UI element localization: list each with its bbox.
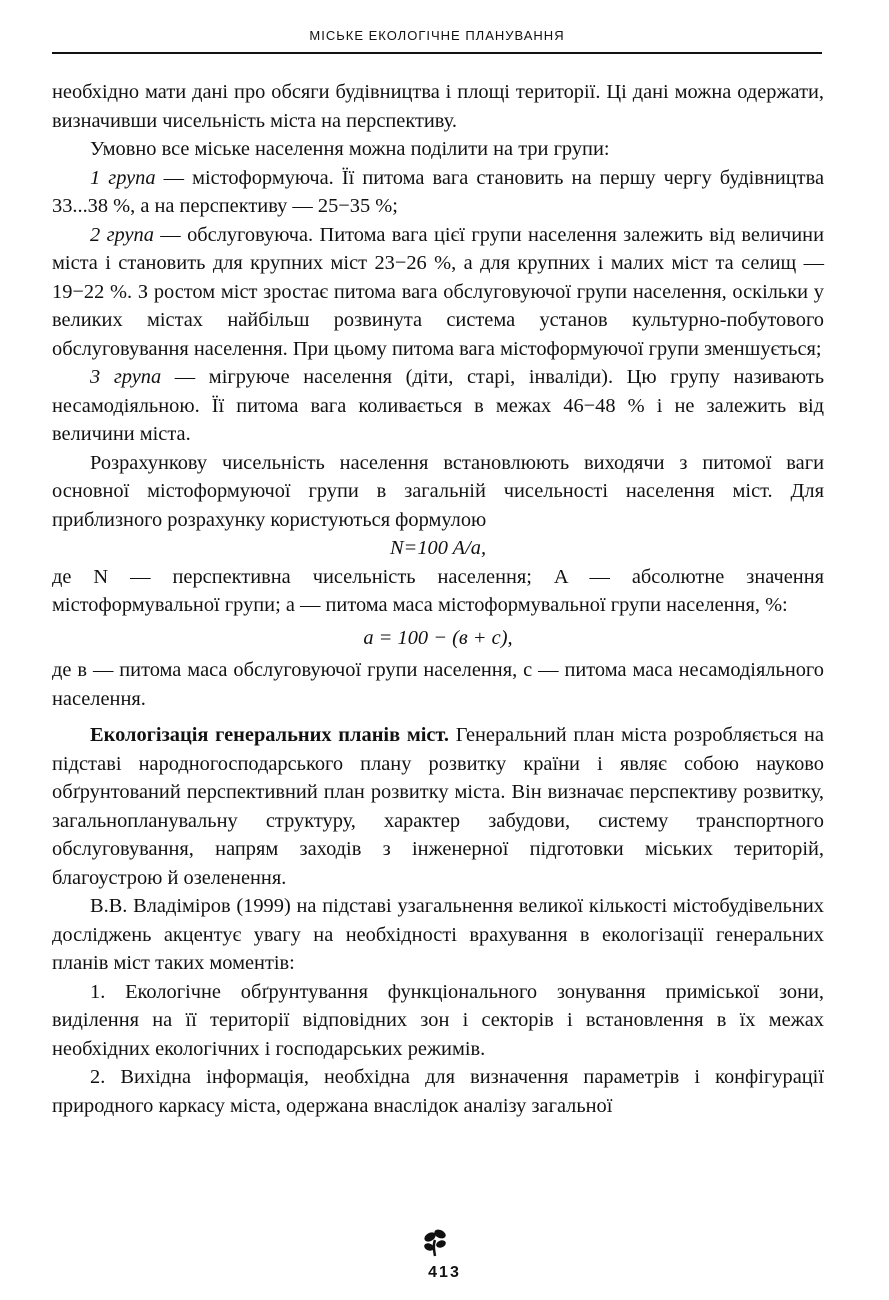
formula-population: N=100 A/a, xyxy=(389,537,487,559)
group-1-term: 1 група xyxy=(90,166,156,189)
running-header xyxy=(52,22,822,54)
running-title: МІСЬКЕ ЕКОЛОГІЧНЕ ПЛАНУВАННЯ xyxy=(309,28,565,43)
group-2-text: — обслуговуюча. Питома вага цієї групи населення залежить від величини міста і становить для крупних міст 23−26 %, а для крупних і малих міст та селищ — 19−22 %. З ростом міст зростає питома вага обслуговуючої групи населення, оскільки у великих містах найбільш розвинута система установ культурно-побутового обслуговування населення. При цьому питома вага містоформуючої групи зменшується; xyxy=(52,223,824,360)
general-plans-text: Генеральний план міста розробляється на підставі народногосподарського плану розвитку країни і являє собою науково обґрунтований перспективний план розвитку міста. Він визначає перспективу розвитку, загальнопланувальну структуру, характер забудови, систему транспортного обслуговування, напрям заходів з інженерної підготовки міських територій, благоустрою й озеленення. xyxy=(52,724,824,889)
page-body xyxy=(52,78,824,1120)
paragraph-groups-intro: Умовно все міське населення можна поділити на три групи: xyxy=(90,138,610,160)
paragraph-group-3 xyxy=(52,363,824,449)
paragraph-formula2-legend: де в — питома маса обслуговуючої групи населення, c — питома маса несамодіяльного населення. xyxy=(52,659,824,710)
group-2-term: 2 група xyxy=(90,223,154,246)
paragraph-vladimirov: В.В. Владіміров (1999) на підставі узагальнення великої кількості містобудівельних досліджень акцентує увагу на необхідності врахування в екологізації генеральних планів міст таких моментів: xyxy=(52,895,824,974)
page-number: 413 xyxy=(428,1264,461,1281)
paragraph-group-2 xyxy=(52,221,824,364)
leaf-ornament-icon xyxy=(422,1228,448,1258)
list-item-1: 1. Екологічне обґрунтування функціонального зонування приміської зони, виділення на її території відповідних зон і секторів і встановлення в їх межах необхідних екологічних і господарських режимів. xyxy=(52,980,824,1060)
paragraph-group-1 xyxy=(52,164,824,221)
section-heading: Екологізація генеральних планів міст. xyxy=(90,724,450,746)
list-item-2: 2. Вихідна інформація, необхідна для визначення параметрів і конфігурації природного каркасу міста, одержана внаслідок аналізу загальної xyxy=(52,1066,824,1117)
group-1-text: — містоформуюча. Її питома вага становить на першу чергу будівництва 33...38 %, а на перспективу — 25−35 %; xyxy=(52,166,824,217)
group-3-term: 3 група xyxy=(90,366,162,388)
paragraph-general-plans xyxy=(52,721,824,892)
formula-share: a = 100 − (в + c), xyxy=(363,626,513,649)
paragraph-continued: необхідно мати дані про обсяги будівництва і площі території. Ці дані можна одержати, визначивши чисельність міста на перспективу. xyxy=(52,81,824,132)
group-3-text: — мігруюче населення (діти, старі, інваліди). Цю групу називають несамодіяльною. Її питома вага коливається в межах 46−48 % і не залежить від величини міста. xyxy=(52,366,824,445)
paragraph-calculation: Розрахункову чисельність населення встановлюють виходячи з питомої ваги основної містоформуючої групи в загальній чисельності населення міст. Для приблизного розрахунку користуються формулою xyxy=(52,451,824,531)
paragraph-formula-legend: де N — перспективна чисельність населення; A — абсолютне значення містоформувальної групи; a — питома маса містоформувальної групи населення, %: xyxy=(52,565,824,616)
